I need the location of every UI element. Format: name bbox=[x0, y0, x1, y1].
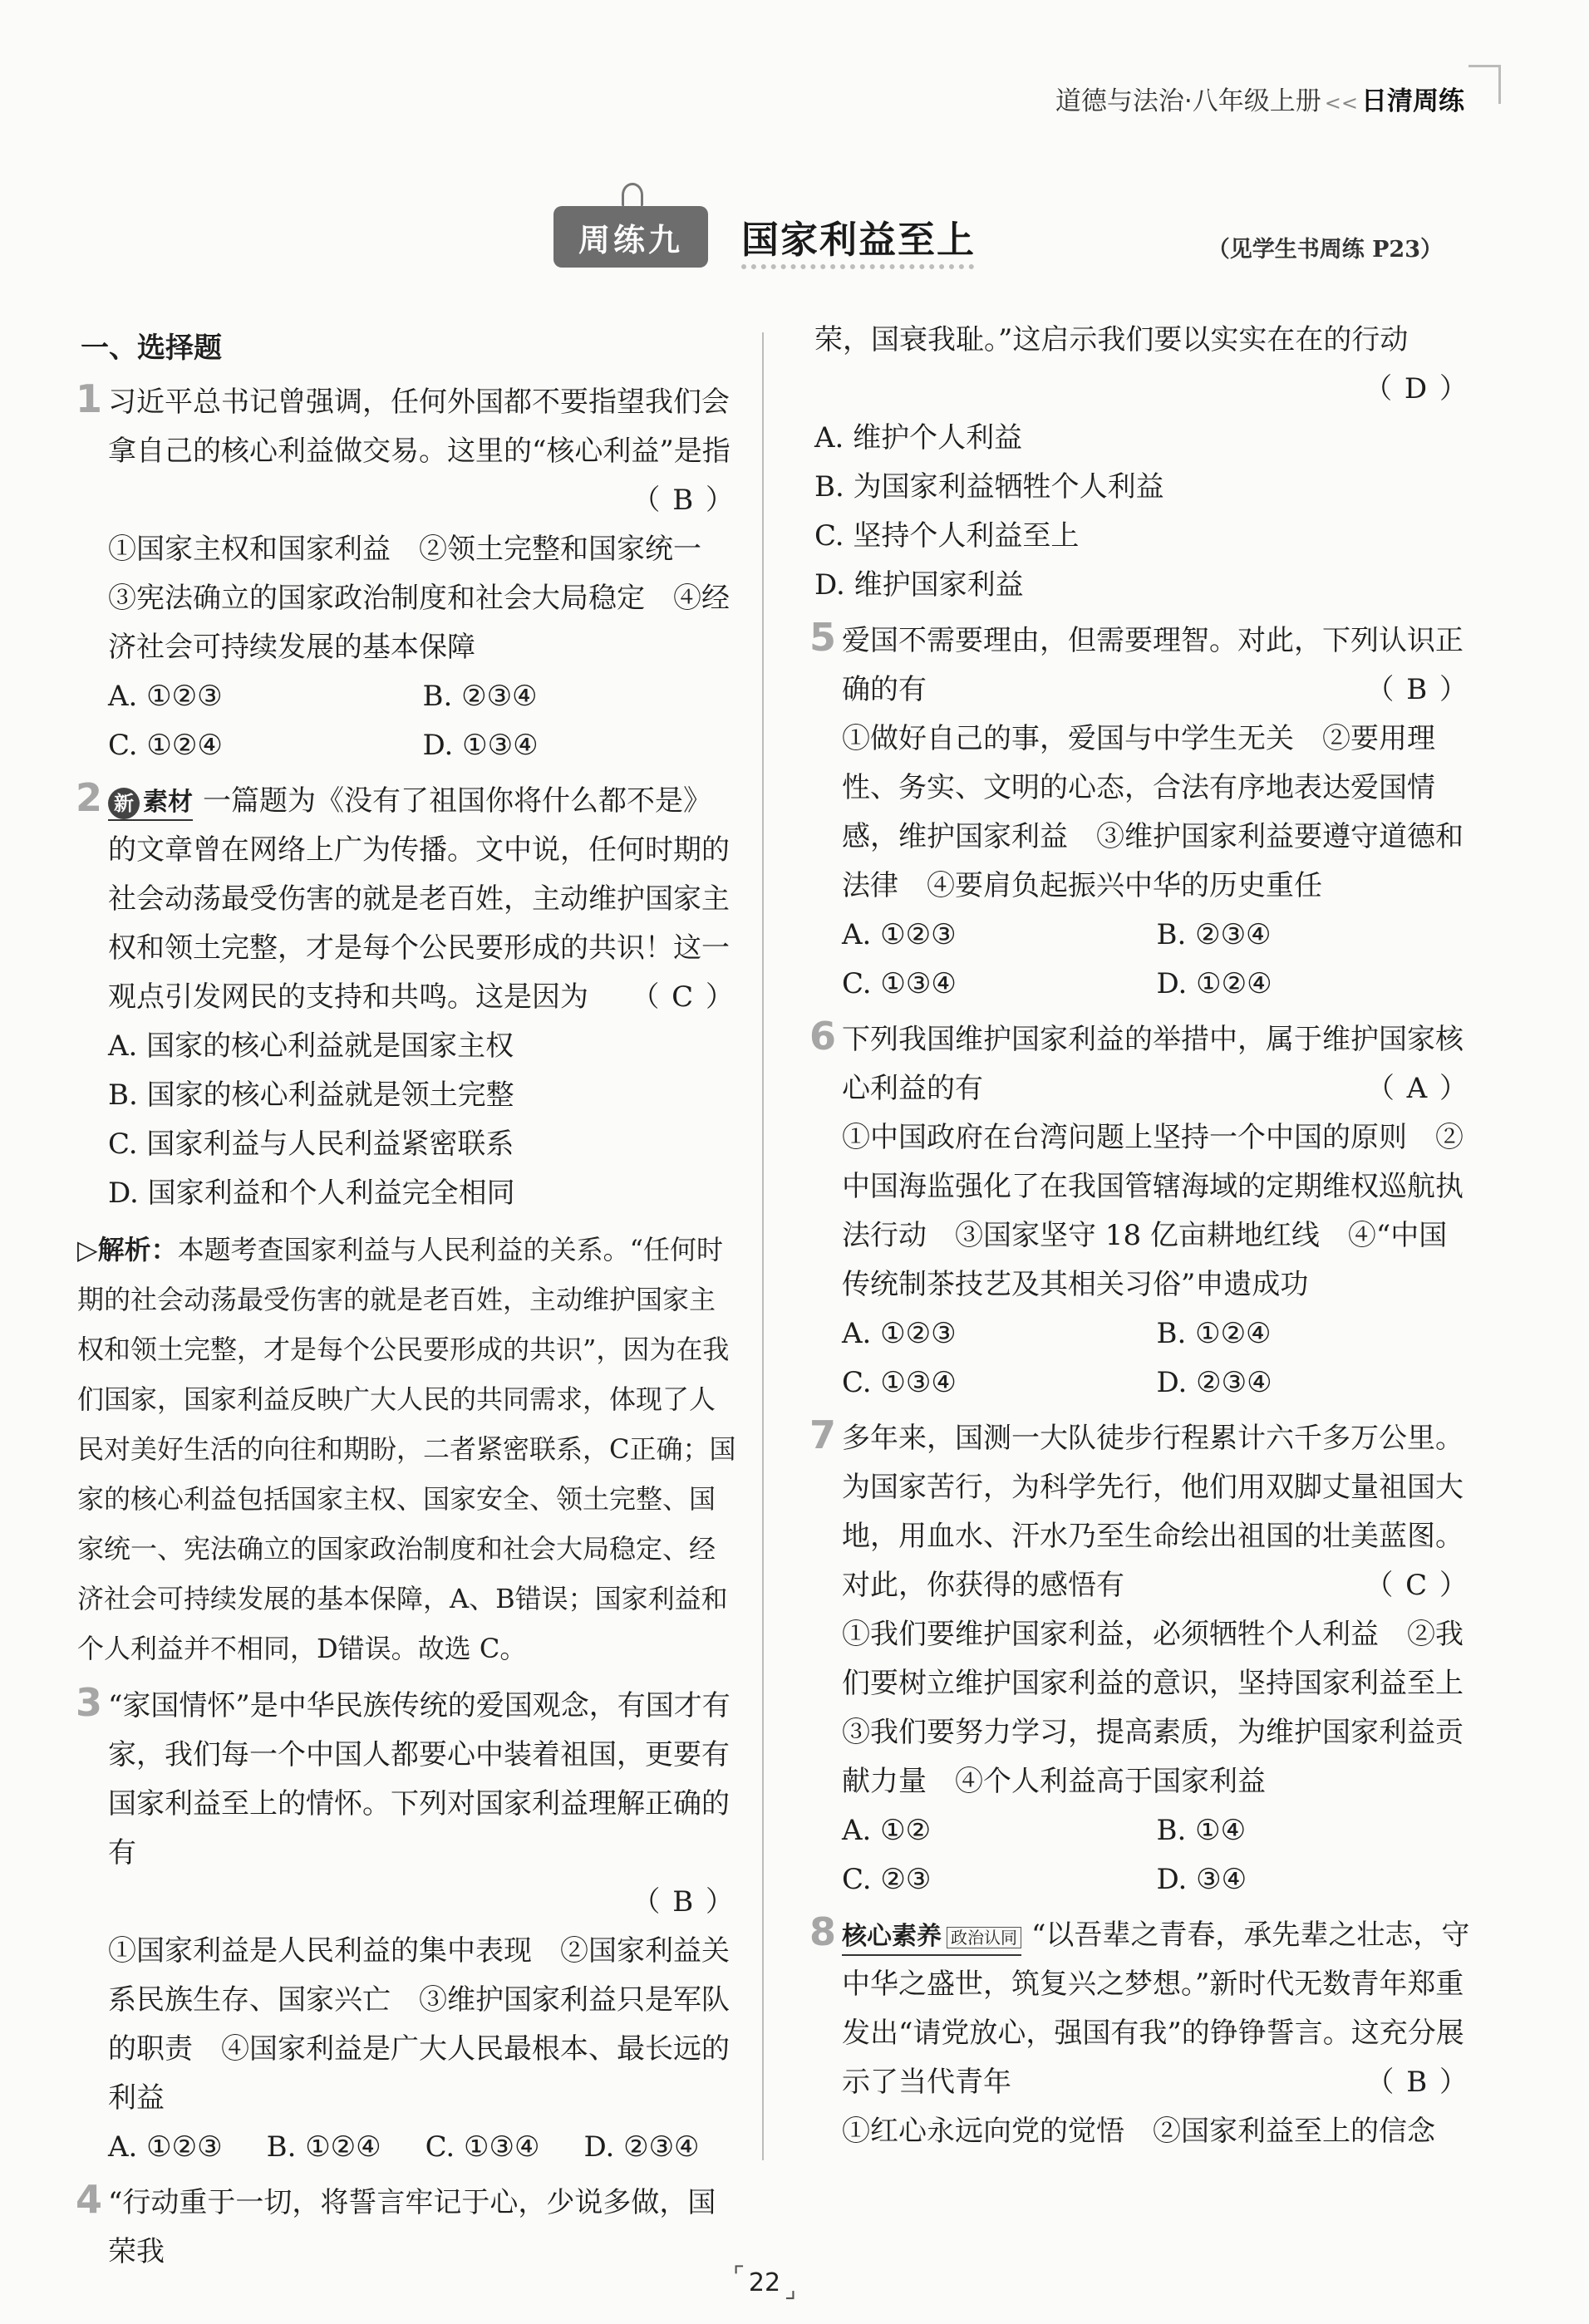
option-d: D. ①③④ bbox=[422, 729, 539, 762]
running-header bbox=[1055, 80, 1464, 117]
question-number: 3 bbox=[76, 1680, 103, 1725]
answer-bracket: （ C ） bbox=[631, 980, 735, 1014]
question-items: ①我们要维护国家利益，必须牺牲个人利益 ②我们要树立维护国家利益的意识，坚持国家利益至上 ③我们要努力学习，提高素质，为维护国家利益贡献力量 ④个人利益高于国家利益 bbox=[842, 1618, 1492, 1798]
new-badge: 新 bbox=[108, 788, 140, 819]
option-c: C. ②③ bbox=[842, 1863, 932, 1896]
question-number: 5 bbox=[809, 615, 837, 660]
options bbox=[108, 2123, 700, 2172]
option-b: B. ①④ bbox=[1156, 1814, 1247, 1847]
page-title: 国家利益至上 bbox=[741, 218, 977, 262]
question-5 bbox=[809, 615, 1471, 1009]
answer-bracket: （ B ） bbox=[1365, 673, 1469, 706]
option-c: C. ①③④ bbox=[425, 2130, 540, 2164]
option-b: B. ②③④ bbox=[422, 680, 538, 713]
option-c: C. ①②④ bbox=[108, 729, 223, 762]
option-a: A. ①② bbox=[842, 1814, 932, 1847]
option-a: A. ①②③ bbox=[108, 680, 223, 713]
question-number: 1 bbox=[76, 376, 103, 421]
left-column bbox=[76, 316, 737, 2283]
question-6 bbox=[809, 1014, 1471, 1408]
question-4 bbox=[76, 2177, 737, 2277]
answer-bracket: （ B ） bbox=[632, 484, 735, 517]
question-number: 7 bbox=[809, 1413, 837, 1457]
page-number: ⌜ 22 ⌟ bbox=[731, 2268, 798, 2297]
question-items: ①国家利益是人民利益的集中表现 ②国家利益关系民族生存、国家兴亡 ③维护国家利益只是军队的职责 ④国家利益是广大人民最根本、最长远的利益 bbox=[108, 1934, 730, 2115]
question-items: ①红心永远向党的觉悟 ②国家利益至上的信念 bbox=[842, 2115, 1435, 2148]
title-underline bbox=[741, 264, 974, 269]
question-items: ①中国政府在台湾问题上坚持一个中国的原则 ②中国海监强化了在我国管辖海域的定期维权巡航执法行动 ③国家坚守 18 亿亩耕地红线 ④“中国传统制茶技艺及其相关习俗”申遗成功 bbox=[842, 1121, 1464, 1301]
corner-decoration bbox=[1468, 65, 1501, 104]
option-d: D. ②③④ bbox=[583, 2130, 700, 2164]
question-number: 4 bbox=[76, 2177, 103, 2222]
title-reference: （见学生书周练 P23） bbox=[1207, 237, 1443, 263]
question-stem: 下列我国维护国家利益的举措中，属于维护国家核心利益的有 bbox=[842, 1023, 1464, 1105]
answer-bracket: （ A ） bbox=[1365, 1072, 1469, 1105]
option-c: C. 国家利益与人民利益紧密联系 bbox=[108, 1128, 514, 1161]
header-series: 日清周练 bbox=[1361, 86, 1464, 116]
options bbox=[842, 1806, 1471, 1904]
question-stem: 一篇题为《没有了祖国你将什么都不是》的文章曾在网络上广为传播。文中说，任何时期的社会动荡最受伤害的就是老百姓，主动维护国家主权和领土完整，才是每个公民要形成的共识！这一观点引发网民的支持和共鸣。这是因为 bbox=[108, 784, 730, 1014]
option-c: C. 坚持个人利益至上 bbox=[814, 519, 1080, 553]
option-c: C. ①③④ bbox=[842, 1366, 957, 1399]
core-literacy-tag bbox=[842, 1920, 1021, 1956]
question-stem-part2: 荣，国衰我耻。”这启示我们要以实实在在的行动 bbox=[814, 323, 1409, 356]
right-column bbox=[809, 316, 1492, 2163]
option-b: B. ①②④ bbox=[266, 2130, 381, 2164]
question-stem: 习近平总书记曾强调，任何外国都不要指望我们会拿自己的核心利益做交易。这里的“核心利益”是指 bbox=[108, 386, 731, 468]
question-1 bbox=[76, 376, 737, 770]
option-d: D. 维护国家利益 bbox=[814, 568, 1024, 602]
option-d: D. ②③④ bbox=[1156, 1366, 1272, 1399]
option-c: C. ①③④ bbox=[842, 967, 957, 1000]
question-7 bbox=[809, 1413, 1492, 1904]
header-separator: << bbox=[1324, 91, 1358, 115]
option-a: A. ①②③ bbox=[842, 918, 957, 951]
question-number: 6 bbox=[809, 1014, 837, 1059]
option-a: A. 国家的核心利益就是国家主权 bbox=[108, 1029, 514, 1063]
option-b: B. 为国家利益牺牲个人利益 bbox=[814, 470, 1164, 504]
core-literacy-label: 核心素养 bbox=[842, 1922, 942, 1951]
option-d: D. ③④ bbox=[1156, 1863, 1247, 1896]
question-3 bbox=[76, 1680, 737, 2172]
options bbox=[842, 1309, 1471, 1408]
question-8 bbox=[809, 1909, 1471, 2156]
question-stem: 爱国不需要理由，但需要理智。对此，下列认识正确的有 bbox=[842, 624, 1464, 706]
question-stem: “以吾辈之青春，承先辈之壮志，守中华之盛世，筑复兴之梦想。”新时代无数青年郑重发出“请党放心，强国有我”的铮铮誓言。这充分展示了当代青年 bbox=[842, 1919, 1470, 2099]
option-b: B. 国家的核心利益就是领土完整 bbox=[108, 1078, 514, 1112]
option-a: A. ①②③ bbox=[108, 2130, 223, 2164]
question-items: ①做好自己的事，爱国与中学生无关 ②要用理性、务实、文明的心态，合法有序地表达爱国情感，维护国家利益 ③维护国家利益要遵守道德和法律 ④要肩负起振兴中华的历史重任 bbox=[842, 722, 1464, 902]
option-b: B. ②③④ bbox=[1156, 918, 1272, 951]
question-2 bbox=[76, 775, 737, 1218]
option-d: D. ①②④ bbox=[1156, 967, 1272, 1000]
question-number: 8 bbox=[809, 1909, 837, 1954]
question-items: ①国家主权和国家利益 ②领土完整和国家统一 ③宪法确立的国家政治制度和社会大局稳定 ④经济社会可持续发展的基本保障 bbox=[108, 533, 730, 664]
header-subject: 道德与法治·八年级上册 bbox=[1055, 86, 1321, 116]
option-a: A. 维护个人利益 bbox=[814, 421, 1023, 454]
answer-bracket: （ D ） bbox=[1364, 372, 1469, 405]
question-4-continued bbox=[814, 316, 1471, 610]
option-a: A. ①②③ bbox=[842, 1317, 957, 1350]
answer-bracket: （ B ） bbox=[1365, 2066, 1469, 2099]
question-stem-part1: “行动重于一切，将誓言牢记于心，少说多做，国荣我 bbox=[108, 2186, 716, 2268]
column-divider bbox=[762, 332, 764, 2160]
analysis-heading: ▷解析： bbox=[77, 1234, 178, 1265]
week-badge: 周练九 bbox=[553, 206, 708, 268]
analysis-block bbox=[77, 1225, 737, 1673]
option-d: D. 国家利益和个人利益完全相同 bbox=[108, 1177, 515, 1210]
options bbox=[108, 672, 737, 770]
question-number: 2 bbox=[76, 775, 103, 820]
options bbox=[842, 911, 1471, 1009]
question-stem: 多年来，国测一大队徒步行程累计六千多万公里。为国家苦行，为科学先行，他们用双脚丈量祖国大地，用血水、汗水乃至生命绘出祖国的壮美蓝图。对此，你获得的感悟有 bbox=[842, 1422, 1464, 1602]
option-b: B. ①②④ bbox=[1156, 1317, 1272, 1350]
material-tag-label: 素材 bbox=[143, 788, 193, 817]
section-title: 一、选择题 bbox=[81, 332, 222, 365]
material-tag bbox=[108, 786, 193, 821]
political-identity-tag: 政治认同 bbox=[947, 1927, 1021, 1948]
answer-bracket: （ C ） bbox=[1365, 1569, 1469, 1602]
answer-bracket: （ B ） bbox=[632, 1885, 735, 1919]
question-stem: “家国情怀”是中华民族传统的爱国观念，有国才有家，我们每一个中国人都要心中装着祖国，更要有国家利益至上的情怀。下列对国家利益理解正确的有 bbox=[108, 1689, 731, 1870]
analysis-text: 本题考查国家利益与人民利益的关系。“任何时期的社会动荡最受伤害的就是老百姓，主动维护国家主权和领土完整，才是每个公民要形成的共识”，因为在我们国家，国家利益反映广大人民的共同需求，体现了人民对美好生活的向往和期盼，二者紧密联系，C正确；国家的核心利益包括国家主权、国家安全、领土完整、国家统一、宪法确立的国家政治制度和社会大局稳定、经济社会可持续发展的基本保障，A、B错误；国家利益和个人利益并不相同，D错误。故选 C。 bbox=[77, 1234, 736, 1664]
